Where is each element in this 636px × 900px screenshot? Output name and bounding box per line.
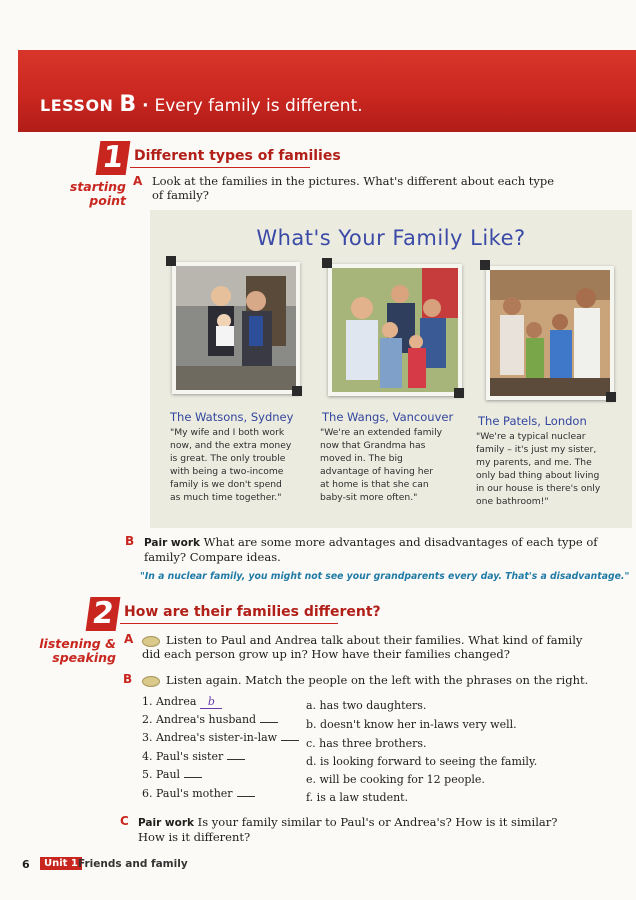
example-quote: "In a nuclear family, you might not see your grandparents every day. That's a disadvantage." (140, 571, 630, 582)
photo-corner (322, 258, 332, 268)
side-label-line-2: speaking (52, 650, 116, 665)
quote-line: moved in. The big (320, 453, 403, 464)
match-right-item-c: c. has three brothers. (306, 737, 427, 750)
patels-title: The Patels, London (478, 414, 587, 428)
match-left-item-4 (142, 750, 245, 763)
match-left-label: 5. Paul (142, 768, 181, 781)
part-2c-text (138, 815, 628, 844)
part-1b-line-2: family? Compare ideas. (144, 550, 281, 564)
side-label-line-1: listening & (39, 636, 116, 651)
section-2-underline (120, 623, 338, 624)
part-1a-text (152, 174, 622, 202)
unit-badge: Unit 1 (40, 857, 82, 870)
part-2b-text (142, 673, 628, 687)
quote-line: only bad thing about living (476, 470, 600, 481)
part-2a-line-1 (142, 633, 628, 647)
part-1b-line-1 (144, 535, 624, 550)
photo-corner (606, 392, 616, 402)
quote-line: as much time together." (170, 492, 282, 503)
match-left-item-5 (142, 768, 202, 781)
wangs-title: The Wangs, Vancouver (322, 410, 454, 424)
quote-line: is great. The only trouble (170, 453, 286, 464)
section-2-number: 2 (86, 597, 121, 631)
unit-title: Friends and family (78, 858, 188, 870)
quote-line: baby-sit more often." (320, 492, 418, 503)
match-left-item-6 (142, 787, 255, 800)
answer-blank[interactable] (281, 740, 299, 741)
part-1a-letter: A (133, 174, 143, 188)
part-2a-line-1-text: Listen to Paul and Andrea talk about their families. What kind of family (166, 633, 583, 647)
watsons-title: The Watsons, Sydney (170, 410, 294, 424)
quote-line: in our house is there's only (476, 483, 601, 494)
quote-line: at home is that she can (320, 479, 429, 490)
answer-blank[interactable] (184, 777, 202, 778)
section-2-title: How are their families different? (124, 604, 381, 620)
wangs-quote (320, 426, 465, 504)
watsons-family-image (176, 266, 296, 390)
quote-line: "We're an extended family (320, 427, 443, 438)
lesson-letter: B (119, 92, 137, 117)
part-2c-line-1 (138, 815, 628, 830)
photo-corner (454, 388, 464, 398)
pair-work-label: Pair work (144, 537, 201, 549)
section-1-side-label (40, 180, 126, 208)
patels-family-image (490, 270, 610, 396)
match-right-item-f: f. is a law student. (306, 791, 409, 804)
photo-watsons (172, 262, 300, 394)
patels-quote (476, 430, 626, 508)
match-left-label: 3. Andrea's sister-in-law (142, 731, 278, 744)
panel-title: What's Your Family Like? (256, 226, 526, 250)
match-left-item-2 (142, 713, 278, 726)
match-right-item-d: d. is looking forward to seeing the family. (306, 755, 538, 768)
part-2a-line-2: did each person grow up in? How have their families changed? (142, 647, 510, 661)
answer-blank[interactable] (227, 759, 245, 760)
lesson-separator: · (142, 96, 149, 116)
match-right-item-a: a. has two daughters. (306, 699, 427, 712)
side-label-line-1: starting (69, 179, 126, 194)
side-label-line-2: point (89, 193, 126, 208)
part-2a-text (142, 633, 628, 661)
quote-line: now that Grandma has (320, 440, 426, 451)
answer-blank[interactable] (260, 722, 278, 723)
match-left-item-1 (142, 695, 222, 709)
section-2-side-label (22, 637, 116, 665)
part-2c-letter: C (120, 814, 129, 828)
photo-corner (480, 260, 490, 270)
quote-line: family is we don't spend (170, 479, 282, 490)
answer-blank[interactable] (237, 796, 255, 797)
match-left-label: 6. Paul's mother (142, 787, 233, 800)
page-number: 6 (22, 858, 30, 871)
lesson-heading (40, 92, 363, 117)
section-1-underline (130, 167, 310, 168)
quote-line: "My wife and I both work (170, 427, 285, 438)
photo-wangs (328, 264, 462, 396)
part-1b-line-1-text: What are some more advantages and disadvantages of each type of (203, 535, 598, 549)
quote-line: family – it's just my sister, (476, 444, 597, 455)
part-1b-text (144, 535, 624, 564)
part-2c-line-1-text: Is your family similar to Paul's or Andrea's? How is it similar? (197, 815, 558, 829)
match-right-item-e: e. will be cooking for 12 people. (306, 773, 485, 786)
audio-cd-icon[interactable] (142, 636, 160, 647)
part-1a-line-1: Look at the families in the pictures. What's different about each type (152, 174, 555, 188)
answer-field[interactable]: b (200, 695, 222, 709)
watsons-quote (170, 426, 310, 504)
section-1-title: Different types of families (134, 148, 341, 164)
quote-line: advantage of having her (320, 466, 434, 477)
wangs-family-image (332, 268, 458, 392)
part-2a-letter: A (124, 632, 134, 646)
part-1a-line-2: of family? (152, 188, 209, 202)
part-2b-letter: B (123, 672, 133, 686)
photo-corner (292, 386, 302, 396)
pair-work-label: Pair work (138, 817, 195, 829)
section-1-number: 1 (96, 141, 131, 175)
lesson-label: LESSON (40, 96, 114, 115)
quote-line: "We're a typical nuclear (476, 431, 586, 442)
quote-line: one bathroom!" (476, 496, 549, 507)
part-2c-line-2: How is it different? (138, 830, 251, 844)
photo-patels (486, 266, 614, 400)
match-left-label: 2. Andrea's husband (142, 713, 257, 726)
quote-line: my parents, and me. The (476, 457, 592, 468)
lesson-banner (18, 50, 636, 132)
match-right-item-b: b. doesn't know her in-laws very well. (306, 718, 517, 731)
quote-line: with being a two-income (170, 466, 284, 477)
match-left-label: 1. Andrea (142, 695, 197, 708)
part-2b-instruction: Listen again. Match the people on the left with the phrases on the right. (166, 673, 589, 687)
audio-cd-icon[interactable] (142, 676, 160, 687)
part-1b-letter: B (125, 534, 135, 548)
match-left-label: 4. Paul's sister (142, 750, 224, 763)
lesson-title: Every family is different. (154, 96, 363, 116)
photo-corner (166, 256, 176, 266)
match-left-item-3 (142, 731, 299, 744)
quote-line: now, and the extra money (170, 440, 292, 451)
